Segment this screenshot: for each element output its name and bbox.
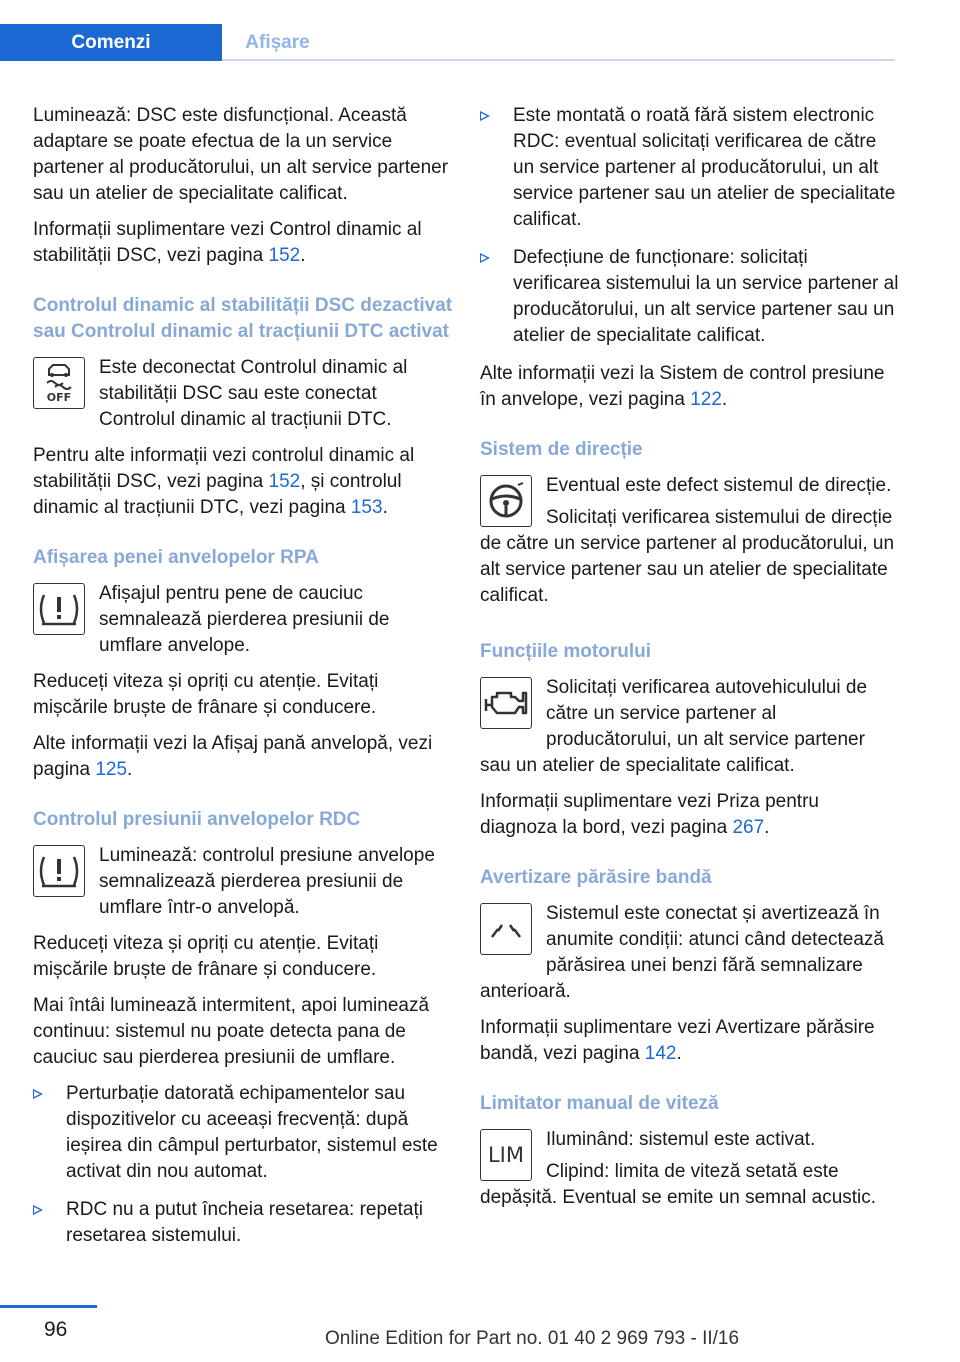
tire-warning-icon bbox=[33, 583, 85, 635]
dsc-heading: Controlul dinamic al stabilității DSC dezactivat sau Controlul dinamic al tracțiunii DTC activat bbox=[33, 295, 453, 342]
tire-warning-icon bbox=[33, 845, 85, 897]
triangle-bullet-icon bbox=[480, 111, 490, 121]
triangle-bullet-icon bbox=[33, 1205, 43, 1215]
page-link-125[interactable]: 125 bbox=[95, 759, 128, 780]
engine-reference: Informații suplimentare vezi Priza pentru diagnoza la bord, vezi pagina 267. bbox=[480, 791, 819, 838]
rdc-heading: Controlul presiunii anvelopelor RDC bbox=[33, 809, 361, 830]
steering-description-1: Eventual este defect sistemul de direcție. bbox=[546, 475, 892, 496]
engine-check-icon bbox=[480, 677, 532, 729]
rdc-bullet-list-continued bbox=[480, 103, 900, 349]
rpa-heading: Afișarea penei anvelopelor RPA bbox=[33, 547, 319, 568]
lane-reference: Informații suplimentare vezi Avertizare părăsire bandă, vezi pagina 142. bbox=[480, 1017, 875, 1064]
rdc-paragraph-1: Reduceți viteza și opriți cu atenție. Evitați mișcările bruște de frânare și conducere. bbox=[33, 933, 379, 980]
header-tabbar bbox=[0, 24, 895, 61]
right-column bbox=[480, 103, 900, 1221]
page-link-152[interactable]: 152 bbox=[268, 245, 301, 266]
dsc-description: Este deconectat Controlul dinamic al stabilității DSC sau este conectat Controlul dinamic al tracțiunii DTC. bbox=[99, 357, 408, 430]
steering-block bbox=[480, 473, 900, 615]
page-link-153[interactable]: 153 bbox=[350, 497, 383, 518]
left-column bbox=[33, 103, 453, 1261]
list-item: Defecțiune de funcționare: solicitați verificarea sistemului la un service partener al producătorului, un alt service partener sau un atelier de specialitate calificat. bbox=[480, 245, 900, 349]
rpa-reference: Alte informații vezi la Afișaj pană anvelopă, vezi pagina 125. bbox=[33, 733, 433, 780]
list-item: RDC nu a putut încheia resetarea: repetați resetarea sistemului. bbox=[33, 1197, 453, 1249]
engine-block bbox=[480, 675, 900, 785]
lane-heading: Avertizare părăsire bandă bbox=[480, 867, 712, 888]
dsc-off-icon bbox=[33, 357, 85, 409]
footer-accent-line bbox=[0, 1305, 97, 1308]
triangle-bullet-icon bbox=[33, 1089, 43, 1099]
rpa-paragraph-1: Reduceți viteza și opriți cu atenție. Evitați mișcările bruște de frânare și conducere. bbox=[33, 671, 379, 718]
rpa-block bbox=[33, 581, 453, 665]
limiter-description-1: Iluminând: sistemul este activat. bbox=[546, 1129, 816, 1150]
lane-departure-icon bbox=[480, 903, 532, 955]
page-link-142[interactable]: 142 bbox=[644, 1043, 677, 1064]
dsc-more-info: Pentru alte informații vezi controlul dinamic al stabilității DSC, vezi pagina 152, și controlul dinamic al tracțiunii DTC, vezi pagina 153. bbox=[33, 445, 415, 518]
dsc-block bbox=[33, 355, 453, 439]
rdc-bullet-list bbox=[33, 1081, 453, 1249]
lim-icon: LIM bbox=[480, 1129, 532, 1181]
engine-heading: Funcțiile motorului bbox=[480, 641, 651, 662]
edition-note: Online Edition for Part no. 01 40 2 969 793 - II/16 bbox=[325, 1328, 740, 1349]
limiter-description-2: Clipind: limita de viteză setată este depășită. Eventual se emite un semnal acustic. bbox=[480, 1161, 877, 1208]
steering-description-2: Solicitați verificarea sistemului de direcție de către un service partener al producătorului, un alt service partener sau un atelier de specialitate calificat. bbox=[480, 507, 895, 606]
tab-comenzi[interactable]: Comenzi bbox=[0, 24, 222, 61]
svg-text:OFF: OFF bbox=[46, 391, 72, 404]
rdc-block bbox=[33, 843, 453, 927]
rdc-reference: Alte informații vezi la Sistem de control presiune în anvelope, vezi pagina 122. bbox=[480, 363, 885, 410]
rpa-description: Afișajul pentru pene de cauciuc semnalează pierderea presiunii de umflare anvelope. bbox=[99, 583, 390, 656]
intro-reference: Informații suplimentare vezi Control dinamic al stabilității DSC, vezi pagina 152. bbox=[33, 219, 422, 266]
tab-afisare[interactable]: Afișare bbox=[245, 32, 310, 53]
engine-description: Solicitați verificarea autovehiculului de către un service partener al producătorului, un alt service partener sau un atelier de specialitate calificat. bbox=[480, 677, 868, 776]
page-link-122[interactable]: 122 bbox=[690, 389, 722, 410]
rdc-paragraph-2: Mai întâi luminează intermitent, apoi luminează continuu: sistemul nu poate detecta pana de cauciuc sau pierderea presiunii de umflare. bbox=[33, 995, 430, 1068]
list-item: Perturbație datorată echipamentelor sau dispozitivelor cu aceeași frecvență: după ieșirea din câmpul perturbator, sistemul este activat din nou automat. bbox=[33, 1081, 453, 1185]
tab-underline bbox=[222, 59, 895, 61]
intro-paragraph: Luminează: DSC este disfuncțional. Această adaptare se poate efectua de la un service partener al producătorului, un alt service partener sau un atelier de specialitate calificat. bbox=[33, 105, 449, 204]
page-number: 96 bbox=[44, 1318, 68, 1341]
rdc-description: Luminează: controlul presiune anvelope semnalizează pierderea presiunii de umflare într-o anvelopă. bbox=[99, 845, 435, 918]
triangle-bullet-icon bbox=[480, 253, 490, 263]
steering-heading: Sistem de direcție bbox=[480, 439, 643, 460]
lane-block bbox=[480, 901, 900, 1011]
steering-wheel-warning-icon bbox=[480, 475, 532, 527]
page-link-267[interactable]: 267 bbox=[732, 817, 765, 838]
list-item: Este montată o roată fără sistem electronic RDC: eventual solicitați verificarea de către un service partener al producătorului, un alt service partener sau un atelier de specialitate calificat. bbox=[480, 103, 900, 233]
limiter-heading: Limitator manual de viteză bbox=[480, 1093, 719, 1114]
limiter-block bbox=[480, 1127, 900, 1217]
lane-description: Sistemul este conectat și avertizează în anumite condiții: atunci când detectează părăsirea unei benzi fără semnalizare anterioară. bbox=[480, 903, 884, 1002]
page-link-152[interactable]: 152 bbox=[268, 471, 301, 492]
